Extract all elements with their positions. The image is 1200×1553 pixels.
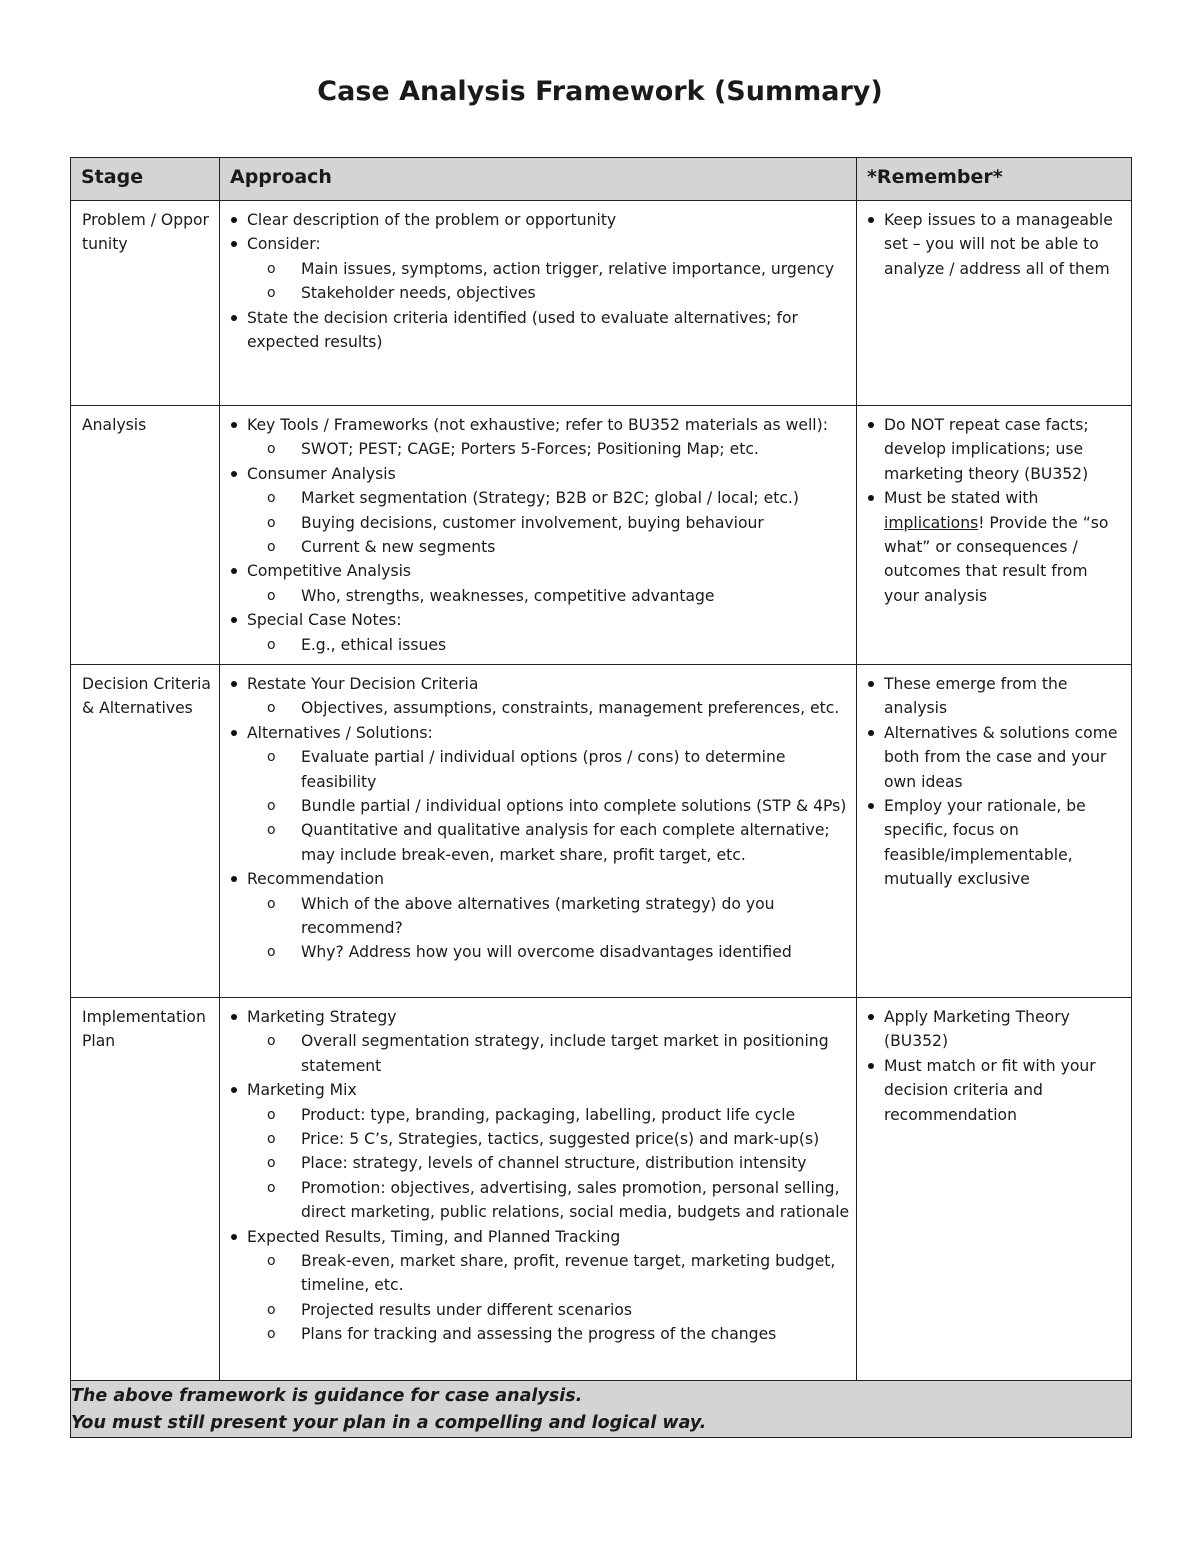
sub-list	[247, 486, 852, 559]
sub-list-item: o Main issues, symptoms, action trigger, relative importance, urgency	[247, 257, 852, 281]
sub-list-item: o Market segmentation (Strategy; B2B or B2C; global / local; etc.)	[247, 486, 852, 510]
remember-list	[867, 208, 1127, 281]
header-row	[71, 158, 1132, 201]
sub-list-item: o SWOT; PEST; CAGE; Porters 5-Forces; Positioning Map; etc.	[247, 437, 852, 461]
sub-list	[247, 892, 852, 965]
list-item: These emerge from the analysis	[867, 672, 1127, 721]
approach-list	[230, 1005, 852, 1347]
approach-list	[230, 413, 852, 657]
list-item: Alternatives / Solutions: o Evaluate partial / individual options (pros / cons) to determine feasibility o Bundle partial / individual options into complete solutions (STP & 4Ps) o Quantitative and qualitative analysis for each complete alternative; may include break-even, market share, profit target, etc.	[230, 721, 852, 867]
sub-list-item: o Why? Address how you will overcome disadvantages identified	[247, 940, 852, 964]
list-item: Recommendation o Which of the above alternatives (marketing strategy) do you recommend? o Why? Address how you will overcome disadvantages identified	[230, 867, 852, 965]
list-item: Clear description of the problem or opportunity	[230, 208, 852, 232]
table-row	[71, 998, 1132, 1381]
stage-cell: Problem / Opportunity	[71, 201, 220, 406]
list-item: Apply Marketing Theory (BU352)	[867, 1005, 1127, 1054]
approach-cell	[220, 406, 857, 665]
list-item: Expected Results, Timing, and Planned Tracking o Break-even, market share, profit, revenue target, marketing budget, timeline, etc. o Projected results under different scenarios o Plans for tracking and assessing the progress of the changes	[230, 1225, 852, 1347]
list-item: Key Tools / Frameworks (not exhaustive; refer to BU352 materials as well): o SWOT; PEST; CAGE; Porters 5-Forces; Positioning Map; etc.	[230, 413, 852, 462]
list-item: Must be stated with implications! Provide the “so what” or consequences / outcomes that result from your analysis	[867, 486, 1127, 608]
sub-list-item: o Who, strengths, weaknesses, competitive advantage	[247, 584, 852, 608]
framework-table	[70, 157, 1132, 1438]
approach-list	[230, 672, 852, 965]
list-item: Consider: o Main issues, symptoms, action trigger, relative importance, urgency o Stakeholder needs, objectives	[230, 232, 852, 305]
sub-list	[247, 745, 852, 867]
footer-line-2: You must still present your plan in a compelling and logical way.	[71, 1413, 707, 1433]
approach-cell	[220, 998, 857, 1381]
list-item: Keep issues to a manageable set – you will not be able to analyze / address all of them	[867, 208, 1127, 281]
sub-list-item: o Evaluate partial / individual options (pros / cons) to determine feasibility	[247, 745, 852, 794]
remember-cell	[857, 406, 1132, 665]
sub-list-item: o Projected results under different scenarios	[247, 1298, 852, 1322]
sub-list	[247, 1029, 852, 1078]
remember-list	[867, 1005, 1127, 1127]
sub-list-item: o Buying decisions, customer involvement, buying behaviour	[247, 511, 852, 535]
stage-cell: Decision Criteria & Alternatives	[71, 665, 220, 998]
sub-list	[247, 1249, 852, 1347]
sub-list	[247, 696, 852, 720]
list-item: Do NOT repeat case facts; develop implications; use marketing theory (BU352)	[867, 413, 1127, 486]
sub-list-item: o E.g., ethical issues	[247, 633, 852, 657]
approach-list	[230, 208, 852, 354]
sub-list	[247, 633, 852, 657]
footer-line-1: The above framework is guidance for case analysis.	[71, 1386, 583, 1406]
list-item: Alternatives & solutions come both from the case and your own ideas	[867, 721, 1127, 794]
sub-list-item: o Objectives, assumptions, constraints, management preferences, etc.	[247, 696, 852, 720]
remember-list	[867, 672, 1127, 892]
header-remember: *Remember*	[857, 158, 1132, 201]
sub-list-item: o Price: 5 C’s, Strategies, tactics, suggested price(s) and mark-up(s)	[247, 1127, 852, 1151]
table-row	[71, 665, 1132, 998]
sub-list	[247, 257, 852, 306]
list-item: Consumer Analysis o Market segmentation (Strategy; B2B or B2C; global / local; etc.) o Buying decisions, customer involvement, buying behaviour o Current & new segments	[230, 462, 852, 560]
table-row	[71, 406, 1132, 665]
remember-list	[867, 413, 1127, 608]
implications-emphasis: implications	[884, 513, 979, 532]
sub-list-item: o Break-even, market share, profit, revenue target, marketing budget, timeline, etc.	[247, 1249, 852, 1298]
remember-cell	[857, 201, 1132, 406]
list-item: Restate Your Decision Criteria o Objectives, assumptions, constraints, management preferences, etc.	[230, 672, 852, 721]
sub-list-item: o Place: strategy, levels of channel structure, distribution intensity	[247, 1151, 852, 1175]
header-stage: Stage	[71, 158, 220, 201]
remember-cell	[857, 665, 1132, 998]
sub-list	[247, 1103, 852, 1225]
sub-list-item: o Bundle partial / individual options into complete solutions (STP & 4Ps)	[247, 794, 852, 818]
sub-list-item: o Stakeholder needs, objectives	[247, 281, 852, 305]
table-row	[71, 201, 1132, 406]
list-item: State the decision criteria identified (used to evaluate alternatives; for expected results)	[230, 306, 852, 355]
list-item: Marketing Mix o Product: type, branding, packaging, labelling, product life cycle o Price: 5 C’s, Strategies, tactics, suggested price(s) and mark-up(s) o Place: strategy, levels of channel structure, distribution intensity o Promotion: objectives, advertising, sales promotion, personal selling, direct marketing, public relations, social media, budgets and rationale	[230, 1078, 852, 1224]
stage-cell: Analysis	[71, 406, 220, 665]
sub-list-item: o Plans for tracking and assessing the progress of the changes	[247, 1322, 852, 1346]
sub-list-item: o Promotion: objectives, advertising, sales promotion, personal selling, direct marketing, public relations, social media, budgets and rationale	[247, 1176, 852, 1225]
sub-list-item: o Which of the above alternatives (marketing strategy) do you recommend?	[247, 892, 852, 941]
page-title: Case Analysis Framework (Summary)	[317, 76, 883, 107]
list-item: Employ your rationale, be specific, focus on feasible/implementable, mutually exclusive	[867, 794, 1127, 892]
approach-cell	[220, 665, 857, 998]
footer-note	[71, 1381, 1132, 1438]
footer-row	[71, 1381, 1132, 1438]
sub-list-item: o Current & new segments	[247, 535, 852, 559]
sub-list	[247, 437, 852, 461]
approach-cell	[220, 201, 857, 406]
remember-cell	[857, 998, 1132, 1381]
list-item: Special Case Notes: o E.g., ethical issues	[230, 608, 852, 657]
stage-cell: Implementation Plan	[71, 998, 220, 1381]
list-item: Marketing Strategy o Overall segmentation strategy, include target market in positioning statement	[230, 1005, 852, 1078]
sub-list-item: o Quantitative and qualitative analysis for each complete alternative; may include break-even, market share, profit target, etc.	[247, 818, 852, 867]
list-item: Competitive Analysis o Who, strengths, weaknesses, competitive advantage	[230, 559, 852, 608]
header-approach: Approach	[220, 158, 857, 201]
sub-list-item: o Overall segmentation strategy, include target market in positioning statement	[247, 1029, 852, 1078]
sub-list-item: o Product: type, branding, packaging, labelling, product life cycle	[247, 1103, 852, 1127]
sub-list	[247, 584, 852, 608]
list-item: Must match or fit with your decision criteria and recommendation	[867, 1054, 1127, 1127]
